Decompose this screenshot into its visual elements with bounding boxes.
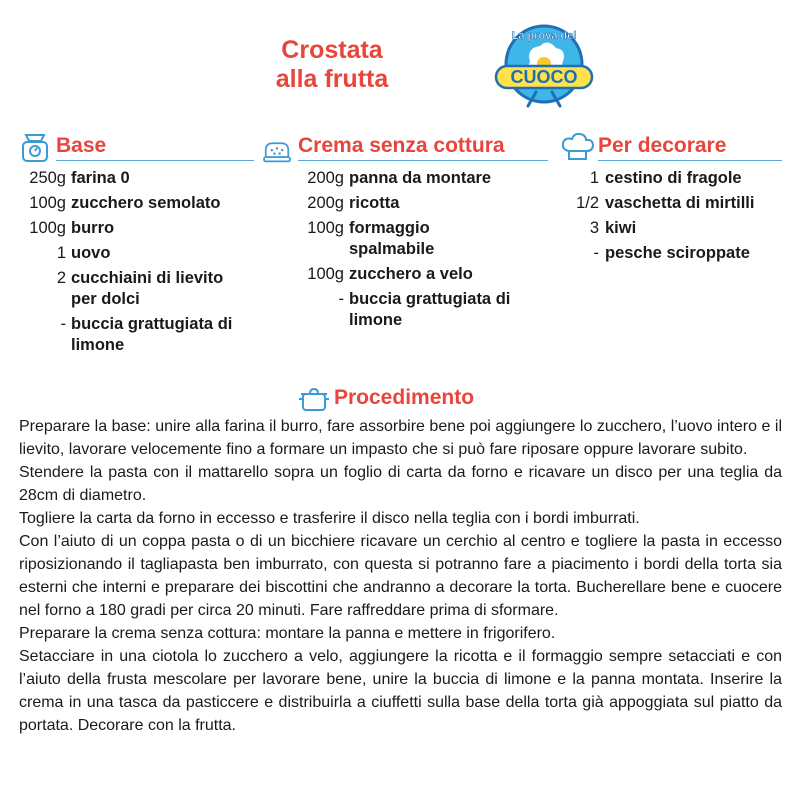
base-ingredient-list (18, 168, 254, 356)
ingredient-row: 100g zucchero a velo (307, 265, 473, 283)
ingredient-row: 1 cestino di fragole (589, 169, 742, 187)
procedure-paragraph: Stendere la pasta con il mattarello sopra un foglio di carta da forno e ricavare un disco per una teglia da 28cm di diametro. (19, 464, 782, 504)
procedure-paragraph: Con l’aiuto di un coppa pasta o di un bicchiere ricavare un cerchio al centro e togliere la pasta in eccesso riposizionando il tagliapasta ben imburrato, con questa si potranno fare a piacimento i bordi della torta sia esterni che interni e preparare dei biscottini che andranno a decorare la torta. Bucherellare bene e cuocere nel forno a 180 gradi per circa 20 minuti. Fare raffreddare prima di sformare. (19, 533, 782, 619)
procedimento-header (298, 384, 518, 416)
column-decorare (560, 132, 782, 268)
page-title (262, 36, 402, 94)
procedure-paragraph: Setacciare in una ciotola lo zucchero a velo, aggiungere la ricotta e il formaggio sempre setacciati e con l’aiuto della frusta mescolare per lavorare bene, unire la buccia di limone e la panna montata. Inserire la crema in una tasca da pasticcere e distribuirla a ciuffetti sulla base della torta già appoggiata sul piatto da portata. Decorare con la frutta. (19, 648, 782, 734)
ingredient-row: - buccia grattugiata di limone (60, 315, 233, 354)
crema-heading: Crema senza cottura (298, 134, 505, 157)
ingredient-row: 100g burro (29, 219, 115, 237)
base-heading-underline (56, 160, 254, 161)
ingredient-row: 100g formaggio spalmabile (307, 219, 435, 258)
kitchen-scale-icon (18, 132, 52, 162)
ingredient-row: 200g panna da montare (307, 169, 492, 187)
procedure-paragraph: Preparare la crema senza cottura: montare la panna e mettere in frigorifero. (19, 625, 556, 642)
ingredient-row: 200g ricotta (307, 194, 400, 212)
ingredient-row: 3 kiwi (589, 219, 637, 237)
la-prova-del-cuoco-logo (492, 22, 596, 112)
decorare-heading-underline (598, 160, 782, 161)
procedimento-heading: Procedimento (334, 386, 475, 409)
crema-ingredient-list (262, 168, 548, 331)
ingredient-row: 1/2 vaschetta di mirtilli (576, 194, 755, 212)
ingredient-row: 100g zucchero semolato (29, 194, 221, 212)
crema-heading-underline (298, 160, 548, 161)
logo-main-text: CUOCO (510, 67, 578, 87)
ingredient-row: - buccia grattugiata di limone (338, 290, 511, 329)
title-line-2: alla frutta (275, 65, 389, 93)
column-base (18, 132, 254, 360)
procedure-paragraph: Togliere la carta da forno in eccesso e trasferire il disco nella teglia con i bordi imburrati. (19, 510, 640, 527)
ingredient-row: 250g farina 0 (29, 169, 130, 187)
chef-hat-icon (560, 132, 594, 162)
logo-top-text: La prova del (511, 30, 577, 42)
column-crema (262, 132, 548, 335)
decorare-heading: Per decorare (598, 134, 727, 157)
cooking-pot-icon (298, 384, 330, 414)
procedure-paragraph: Preparare la base: unire alla farina il burro, fare assorbire bene poi aggiungere lo zucchero, l’uovo intero e il lievito, lavorare velocemente fino a formare un impasto che si può fare riposare oppure lavorare subito. (19, 418, 782, 458)
ingredient-row: - pesche sciroppate (593, 244, 750, 262)
ingredient-row: 1 uovo (56, 244, 111, 262)
title-line-1: Crostata (281, 36, 383, 64)
decorare-ingredient-list (560, 168, 782, 264)
base-heading: Base (56, 134, 107, 157)
oven-mitt-icon (262, 138, 292, 164)
ingredient-row: 2 cucchiaini di lievito per dolci (56, 269, 224, 308)
procedimento-body (19, 415, 782, 737)
